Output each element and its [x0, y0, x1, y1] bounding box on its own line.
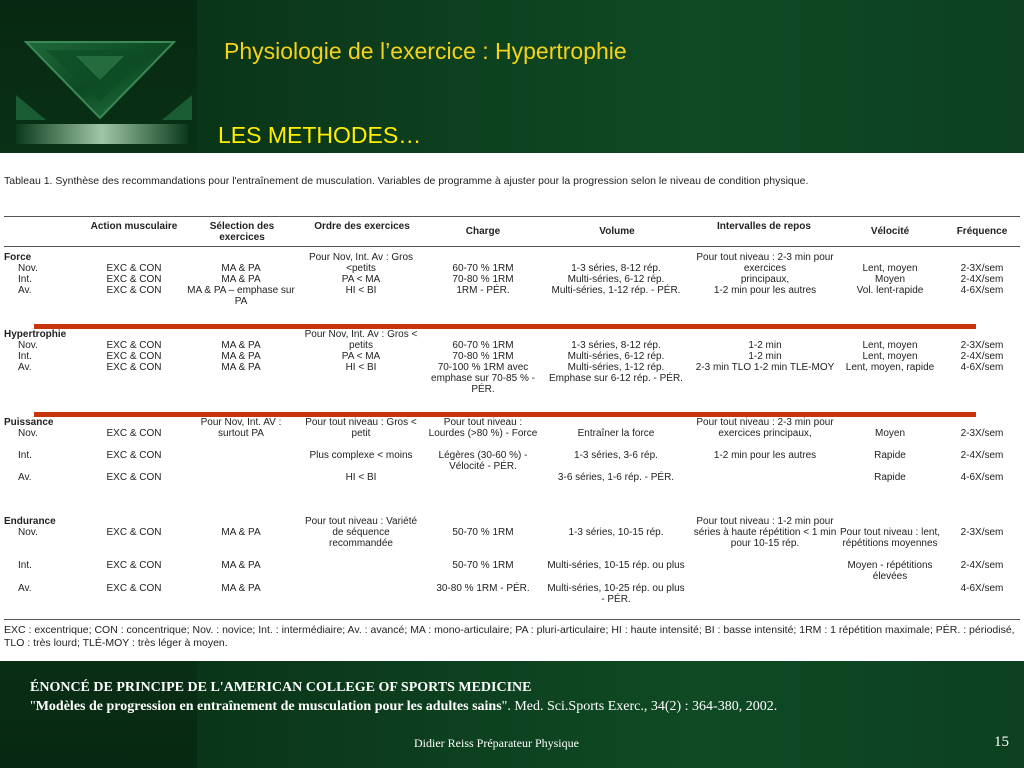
end-nov-charge: 50-70 % 1RM — [452, 527, 514, 538]
end-int-frequence: 2-4X/sem — [960, 560, 1004, 571]
table-top-rule — [4, 216, 1020, 217]
table-legend: EXC : excentrique; CON : concentrique; Nov. : novice; Int. : intermédiaire; Av. : avancé; MA : mono-articulaire; PA : pluri-articulaire; HI : haute intensité; BI : basse intensité; 1RM : 1 répétition maximale; PÉR. : périodisé, TLO : très lourd; TLÉ-MOY : très léger à moyen. — [4, 624, 1015, 649]
pui-av-frequence: 4-6X/sem — [960, 472, 1004, 483]
hypertrophie-highlight-top — [34, 324, 976, 329]
end-av-volume: Multi-séries, 10-25 rép. ou plus - PÉR. — [547, 583, 685, 605]
source-reference — [30, 697, 1010, 716]
pui-int-frequence: 2-4X/sem — [960, 450, 1004, 461]
pui-av-action: EXC & CON — [106, 472, 162, 483]
pui-av-ordre: HI < BI — [345, 472, 377, 483]
end-av-action: EXC & CON — [106, 583, 162, 594]
force-int-volume: Multi-séries, 6-12 rép. — [567, 274, 665, 285]
force-av-charge: 1RM - PÉR. — [456, 285, 510, 296]
force-av-level: Av. — [18, 285, 32, 296]
force-int-selection: MA & PA — [221, 274, 261, 285]
header-volume: Volume — [599, 226, 635, 237]
pui-int-action: EXC & CON — [106, 450, 162, 461]
header-charge: Charge — [465, 226, 501, 237]
page-number: 15 — [994, 734, 1009, 750]
hyp-nov-volume: 1-3 séries, 8-12 rép. — [571, 340, 661, 351]
hyp-nov-ordre: Pour Nov, Int. Av : Gros < petits — [304, 329, 418, 351]
header-bottom-rule — [4, 246, 1020, 247]
end-int-level: Int. — [18, 560, 32, 571]
pui-nov-volume: Entraîner la force — [577, 428, 655, 439]
pui-nov-frequence: 2-3X/sem — [960, 428, 1004, 439]
group-force: Force — [4, 252, 32, 263]
source-statement: ÉNONCÉ DE PRINCIPE DE L'AMERICAN COLLEGE OF SPORTS MEDICINE — [30, 680, 532, 695]
header-repos: Intervalles de repos — [717, 221, 811, 232]
header-velocite: Vélocité — [870, 226, 910, 237]
force-nov-velocite: Lent, moyen — [862, 263, 918, 274]
pui-nov-velocite: Moyen — [874, 428, 905, 439]
header-frequence: Fréquence — [956, 226, 1008, 237]
slide-subtitle: LES METHODES… — [218, 122, 422, 148]
force-av-action: EXC & CON — [106, 285, 162, 296]
end-nov-level: Nov. — [18, 527, 38, 538]
logo-triangle-icon — [16, 40, 192, 150]
hyp-nov-level: Nov. — [18, 340, 38, 351]
header-selection: Sélection des exercices — [209, 221, 275, 243]
pui-nov-ordre: Pour tout niveau : Gros < petit — [305, 417, 417, 439]
hyp-av-selection: MA & PA — [221, 362, 261, 373]
hyp-nov-charge: 60-70 % 1RM — [452, 340, 514, 351]
force-int-frequence: 2-4X/sem — [960, 274, 1004, 285]
hyp-nov-selection: MA & PA — [221, 340, 261, 351]
force-int-velocite: Moyen — [874, 274, 905, 285]
pui-nov-charge: Pour tout niveau : Lourdes (>80 %) - Force — [428, 417, 538, 439]
end-nov-ordre: Pour tout niveau : Variété de séquence recommandée — [304, 516, 418, 549]
hyp-int-ordre: PA < MA — [341, 351, 381, 362]
force-nov-charge: 60-70 % 1RM — [452, 263, 514, 274]
force-nov-ordre: Pour Nov, Int. Av : Gros <petits — [308, 252, 414, 274]
group-hypertrophie: Hypertrophie — [4, 329, 67, 340]
pui-av-level: Av. — [18, 472, 32, 483]
force-int-action: EXC & CON — [106, 274, 162, 285]
hyp-av-repos: 2-3 min TLO 1-2 min TLE-MOY — [695, 362, 835, 373]
hyp-int-charge: 70-80 % 1RM — [452, 351, 514, 362]
force-nov-frequence: 2-3X/sem — [960, 263, 1004, 274]
pui-int-volume: 1-3 séries, 3-6 rép. — [574, 450, 658, 461]
hyp-av-action: EXC & CON — [106, 362, 162, 373]
pui-nov-selection: Pour Nov, Int. AV : surtout PA — [200, 417, 282, 439]
pui-int-ordre: Plus complexe < moins — [309, 450, 413, 461]
hyp-av-level: Av. — [18, 362, 32, 373]
force-int-level: Int. — [18, 274, 32, 285]
end-int-volume: Multi-séries, 10-15 rép. ou plus — [547, 560, 685, 571]
hyp-nov-frequence: 2-3X/sem — [960, 340, 1004, 351]
end-nov-volume: 1-3 séries, 10-15 rép. — [568, 527, 664, 538]
hyp-int-repos: 1-2 min — [748, 351, 782, 362]
hyp-av-ordre: HI < BI — [345, 362, 377, 373]
slide-title: Physiologie de l’exercice : Hypertrophie — [224, 38, 627, 64]
force-nov-repos: Pour tout niveau : 2-3 min pour exercices — [696, 252, 834, 274]
force-int-repos: principaux, — [740, 274, 790, 285]
end-int-action: EXC & CON — [106, 560, 162, 571]
force-av-volume: Multi-séries, 1-12 rép. - PÉR. — [551, 285, 681, 296]
force-av-repos: 1-2 min pour les autres — [713, 285, 817, 296]
end-av-selection: MA & PA — [221, 583, 261, 594]
force-nov-level: Nov. — [18, 263, 38, 274]
header-action: Action musculaire — [90, 221, 178, 232]
pui-int-charge: Légères (30-60 %) - Vélocité - PÉR. — [438, 450, 528, 472]
force-nov-selection: MA & PA — [221, 263, 261, 274]
pui-av-velocite: Rapide — [874, 472, 906, 483]
end-nov-repos: Pour tout niveau : 1-2 min pour séries à haute répétition < 1 min pour 10-15 rép. — [693, 516, 837, 549]
end-int-velocite: Moyen - répétitions élevées — [847, 560, 933, 582]
hyp-int-level: Int. — [18, 351, 32, 362]
force-av-ordre: HI < BI — [345, 285, 377, 296]
pui-int-velocite: Rapide — [874, 450, 906, 461]
force-nov-volume: 1-3 séries, 8-12 rép. — [571, 263, 661, 274]
force-int-ordre: PA < MA — [341, 274, 381, 285]
source-title: Modèles de progression en entraînement de musculation pour les adultes sains — [35, 699, 502, 714]
hyp-av-frequence: 4-6X/sem — [960, 362, 1004, 373]
source-open-quote: " — [30, 699, 36, 714]
end-av-charge: 30-80 % 1RM - PÉR. — [436, 583, 530, 594]
source-journal: ". Med. Sci.Sports Exerc., 34(2) : 364-380, 2002. — [501, 699, 778, 714]
pui-int-repos: 1-2 min pour les autres — [713, 450, 817, 461]
recommendations-table-image — [0, 153, 1024, 661]
force-av-frequence: 4-6X/sem — [960, 285, 1004, 296]
pui-int-level: Int. — [18, 450, 32, 461]
slide-footer: Didier Reiss Préparateur Physique — [414, 736, 579, 750]
pui-av-volume: 3-6 séries, 1-6 rép. - PÉR. — [557, 472, 675, 483]
header-ordre: Ordre des exercices — [314, 221, 410, 232]
end-int-selection: MA & PA — [221, 560, 261, 571]
hyp-av-velocite: Lent, moyen, rapide — [845, 362, 935, 373]
hyp-int-action: EXC & CON — [106, 351, 162, 362]
table-caption: Tableau 1. Synthèse des recommandations pour l'entraînement de musculation. Variables de programme à ajuster pour la progression selon le niveau de condition physique. — [4, 175, 809, 187]
end-nov-action: EXC & CON — [106, 527, 162, 538]
hyp-av-charge: 70-100 % 1RM avec emphase sur 70-85 % - PÉR. — [431, 362, 535, 395]
hyp-int-selection: MA & PA — [221, 351, 261, 362]
hyp-nov-repos: 1-2 min — [748, 340, 782, 351]
group-endurance: Endurance — [4, 516, 56, 527]
force-nov-action: EXC & CON — [106, 263, 162, 274]
pui-nov-level: Nov. — [18, 428, 38, 439]
hyp-int-volume: Multi-séries, 6-12 rép. — [567, 351, 665, 362]
force-av-velocite: Vol. lent-rapide — [856, 285, 924, 296]
group-puissance: Puissance — [4, 417, 54, 428]
hyp-av-volume: Multi-séries, 1-12 rép. Emphase sur 6-12 rép. - PÉR. — [549, 362, 683, 384]
hyp-nov-action: EXC & CON — [106, 340, 162, 351]
end-nov-selection: MA & PA — [221, 527, 261, 538]
force-av-selection: MA & PA – emphase sur PA — [187, 285, 295, 307]
hyp-nov-velocite: Lent, moyen — [862, 340, 918, 351]
end-int-charge: 50-70 % 1RM — [452, 560, 514, 571]
table-bottom-rule — [4, 619, 1020, 620]
pui-nov-repos: Pour tout niveau : 2-3 min pour exercices principaux, — [696, 417, 834, 439]
end-av-level: Av. — [18, 583, 32, 594]
pui-nov-action: EXC & CON — [106, 428, 162, 439]
end-nov-velocite: Pour tout niveau : lent, répétitions moyennes — [839, 527, 941, 549]
source-citation — [30, 678, 1010, 716]
hyp-int-frequence: 2-4X/sem — [960, 351, 1004, 362]
end-av-frequence: 4-6X/sem — [960, 583, 1004, 594]
end-nov-frequence: 2-3X/sem — [960, 527, 1004, 538]
hyp-int-velocite: Lent, moyen — [862, 351, 918, 362]
force-int-charge: 70-80 % 1RM — [452, 274, 514, 285]
